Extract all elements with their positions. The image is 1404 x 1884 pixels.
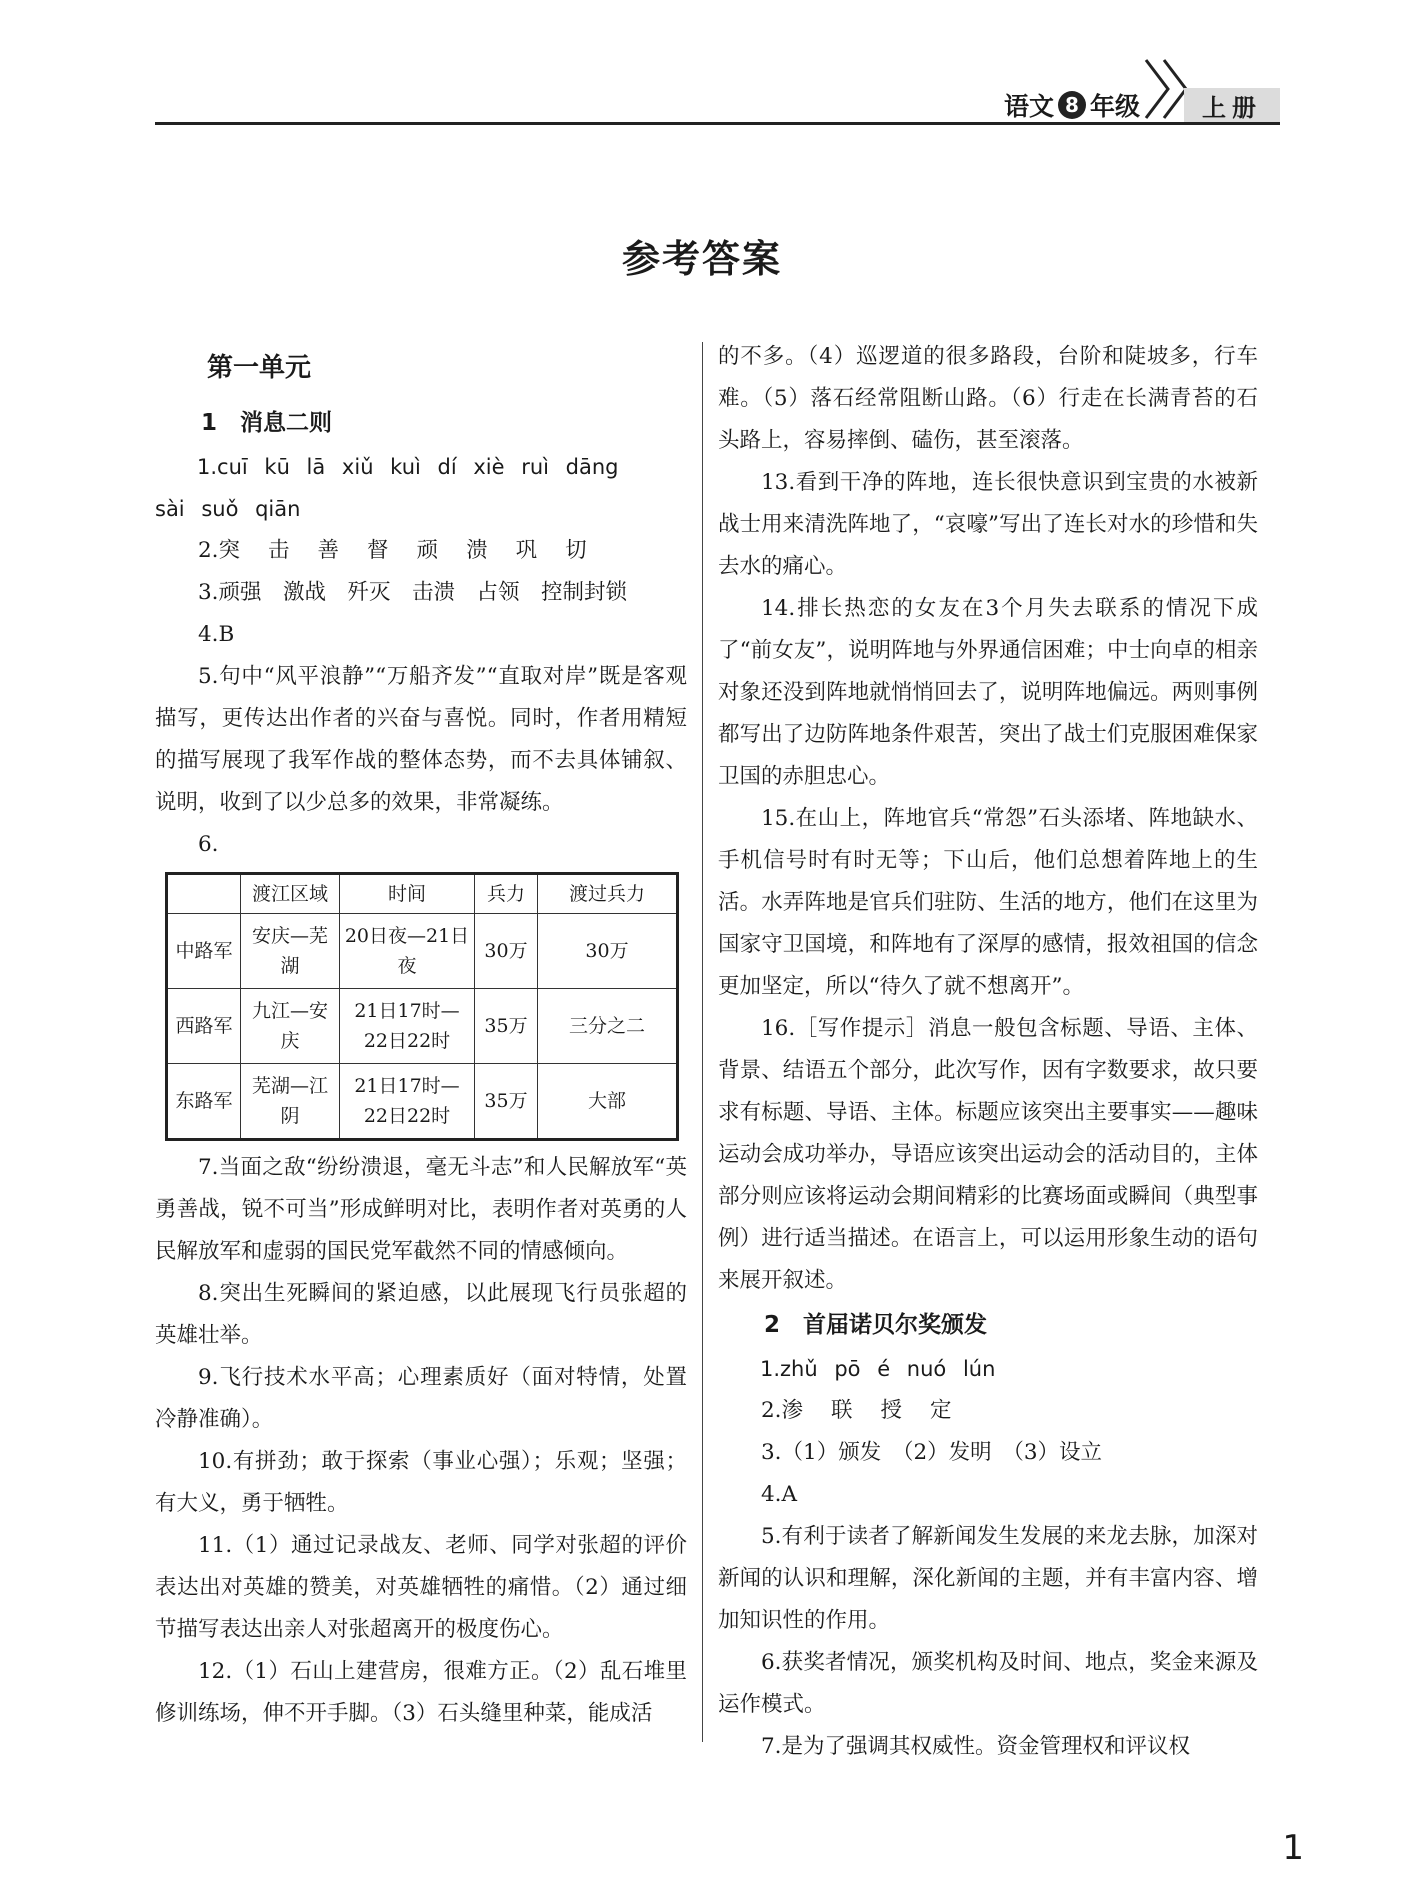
lesson2-answer-5: 5.有利于读者了解新闻发生发展的来龙去脉，加深对新闻的认识和理解，深化新闻的主题，并有丰富内容、增加知识性的作用。 xyxy=(718,1524,1258,1633)
table-row xyxy=(167,914,678,989)
table-header-cell: 渡江区域 xyxy=(241,874,340,914)
answer-2-char: 切 xyxy=(565,538,587,563)
answer-1-pinyin-line2: sài suǒ qiān xyxy=(155,497,301,521)
table-cell: 21日17时—22日22时 xyxy=(340,1064,475,1140)
answer-14: 14.排长热恋的女友在3个月失去联系的情况下成了“前女友”，说明阵地与外界通信困难；中士向卓的相亲对象还没到阵地就悄悄回去了，说明阵地偏远。两则事例都写出了边防阵地条件艰苦，突出了战士们克服困难保家卫国的赤胆忠心。 xyxy=(718,596,1258,789)
table-cell: 大部 xyxy=(538,1064,678,1140)
lesson2-answer-2-char: 2.渗 xyxy=(761,1398,804,1423)
table-header-cell xyxy=(167,874,241,914)
table-header-cell: 兵力 xyxy=(475,874,538,914)
answer-3: 3.顽强 激战 歼灭 击溃 占领 控制封锁 xyxy=(198,580,628,605)
answer-2-char: 击 xyxy=(268,538,290,563)
table-cell: 30万 xyxy=(475,914,538,989)
header-subject: 语文 xyxy=(1003,92,1054,121)
answer-6-label: 6. xyxy=(198,832,219,857)
answer-2-char: 督 xyxy=(367,538,389,563)
table-cell: 安庆—芜湖 xyxy=(241,914,340,989)
lesson2-answer-7: 7.是为了强调其权威性。资金管理权和评议权 xyxy=(761,1734,1191,1759)
answer-4: 4.B xyxy=(198,622,235,647)
answer-2-char: 顽 xyxy=(416,538,439,563)
table-header-cell: 时间 xyxy=(340,874,475,914)
table-cell: 西路军 xyxy=(167,989,241,1064)
table-cell: 三分之二 xyxy=(538,989,678,1064)
right-column xyxy=(718,336,1258,1768)
answer-9: 9.飞行技术水平高；心理素质好（面对特情，处置冷静准确）。 xyxy=(155,1365,687,1432)
table-row xyxy=(167,989,678,1064)
answer-12-continued: 的不多。（4）巡逻道的很多路段，台阶和陡坡多，行车难。（5）落石经常阻断山路。（6）行走在长满青苔的石头路上，容易摔倒、磕伤，甚至滚落。 xyxy=(718,344,1258,453)
table-cell: 芜湖—江阴 xyxy=(241,1064,340,1140)
answer-15: 15.在山上，阵地官兵“常怨”石头添堵、阵地缺水、手机信号时有时无等；下山后，他们总想着阵地上的生活。水弄阵地是官兵们驻防、生活的地方，他们在这里为国家守卫国境，和阵地有了深厚的感情，报效祖国的信念更加坚定，所以“待久了就不想离开”。 xyxy=(718,806,1258,999)
table-cell: 九江—安庆 xyxy=(241,989,340,1064)
lesson2-answer-2-char: 联 xyxy=(831,1398,853,1423)
lesson2-answer-1: 1.zhǔ pō é nuó lún xyxy=(760,1357,996,1381)
lesson2-answer-3: 3.（1）颁发 （2）发明 （3）设立 xyxy=(761,1440,1103,1465)
table-header-cell: 渡过兵力 xyxy=(538,874,678,914)
answer-7: 7.当面之敌“纷纷溃退，毫无斗志”和人民解放军“英勇善战，锐不可当”形成鲜明对比，表明作者对英勇的人民解放军和虚弱的国民党军截然不同的情感倾向。 xyxy=(155,1155,687,1264)
answer-11: 11.（1）通过记录战友、老师、同学对张超的评价表达出对英雄的赞美，对英雄牺牲的痛惜。（2）通过细节描写表达出亲人对张超离开的极度伤心。 xyxy=(155,1533,687,1642)
unit-title: 第一单元 xyxy=(207,353,312,383)
answer-2-char: 善 xyxy=(317,538,340,563)
lesson2-answer-6: 6.获奖者情况，颁奖机构及时间、地点，奖金来源及运作模式。 xyxy=(718,1650,1258,1717)
lesson-title-1: 1 消息二则 xyxy=(201,410,333,436)
answer-12: 12.（1）石山上建营房，很难方正。（2）乱石堆里修训练场，伸不开手脚。（3）石头缝里种菜，能成活 xyxy=(155,1659,687,1726)
answer-8: 8.突出生死瞬间的紧迫感，以此展现飞行员张超的英雄壮举。 xyxy=(155,1281,687,1348)
table-cell: 中路军 xyxy=(167,914,241,989)
header-grade-suffix: 年级 xyxy=(1089,92,1140,121)
lesson2-answer-4: 4.A xyxy=(761,1482,798,1507)
lesson-title-2: 2 首届诺贝尔奖颁发 xyxy=(764,1312,988,1338)
page-title: 参考答案 xyxy=(621,237,782,281)
answer-5: 5.句中“风平浪静”“万船齐发”“直取对岸”既是客观描写，更传达出作者的兴奋与喜悦。同时，作者用精短的描写展现了我军作战的整体态势，而不去具体铺叙、说明，收到了以少总多的效果，非常凝练。 xyxy=(155,664,687,815)
answer-2 xyxy=(155,530,687,572)
table-header-row xyxy=(167,874,678,914)
table-cell: 20日夜—21日夜 xyxy=(340,914,475,989)
answer-2-char: 溃 xyxy=(466,538,488,563)
grade-number-badge: 8 xyxy=(1058,91,1086,119)
table-cell: 35万 xyxy=(475,989,538,1064)
answer-13: 13.看到干净的阵地，连长很快意识到宝贵的水被新战士用来清洗阵地了，“哀嚎”写出了连长对水的珍惜和失去水的痛心。 xyxy=(718,470,1258,579)
header-subject-grade xyxy=(1004,88,1140,122)
answer-10: 10.有拼劲；敢于探索（事业心强）；乐观；坚强；有大义，勇于牺牲。 xyxy=(155,1449,687,1516)
answer-1-pinyin-line1: 1.cuī kū lā xiǔ kuì dí xiè ruì dāng xyxy=(197,455,619,479)
table-row xyxy=(167,1064,678,1140)
running-header xyxy=(155,88,1280,125)
table-cell: 东路军 xyxy=(167,1064,241,1140)
left-column xyxy=(155,336,687,1735)
river-crossing-table xyxy=(165,872,679,1141)
column-divider xyxy=(702,342,703,1742)
answer-16: 16.［写作提示］消息一般包含标题、导语、主体、背景、结语五个部分，此次写作，因有字数要求，故只要求有标题、导语、主体。标题应该突出主要事实——趣味运动会成功举办，导语应该突出运动会的活动目的，主体部分则应该将运动会期间精彩的比赛场面或瞬间（典型事例）进行适当描述。在语言上，可以运用形象生动的语句来展开叙述。 xyxy=(718,1016,1258,1293)
table-cell: 30万 xyxy=(538,914,678,989)
table-cell: 35万 xyxy=(475,1064,538,1140)
lesson2-answer-2-char: 定 xyxy=(930,1398,952,1423)
lesson2-answer-2-char: 授 xyxy=(880,1398,903,1423)
answer-2-char: 2.突 xyxy=(198,538,241,563)
table-cell: 21日17时—22日22时 xyxy=(340,989,475,1064)
answer-2-char: 巩 xyxy=(515,538,538,563)
lesson2-answer-2 xyxy=(718,1390,1258,1432)
header-volume: 上册 xyxy=(1184,88,1280,122)
page-number: 1 xyxy=(1282,1828,1304,1868)
